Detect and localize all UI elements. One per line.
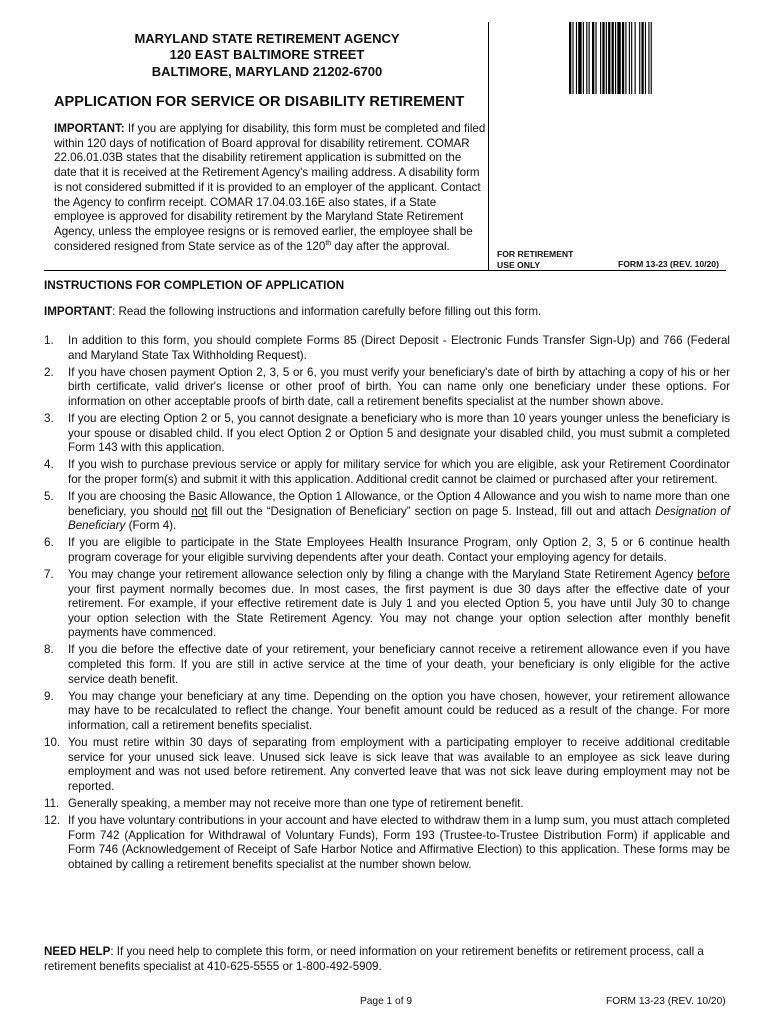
agency-street: 120 EAST BALTIMORE STREET: [169, 47, 365, 63]
item-text-b: fill out the “Designation of Beneficiary” section on page 5. Instead, fill out and attach: [207, 504, 656, 518]
instructions-heading: INSTRUCTIONS FOR COMPLETION OF APPLICATION: [44, 278, 345, 292]
item-number: 10.: [44, 735, 61, 749]
item-text-underlined: not: [191, 504, 208, 518]
item-number: 8.: [44, 643, 54, 657]
instructions-list: [44, 334, 730, 875]
instruction-item-8: [44, 643, 730, 687]
need-help-note: [44, 945, 730, 974]
disability-important-notice: [54, 122, 486, 254]
item-text: You must retire within 30 days of separating from employment with a participating employer to receive additional creditable service for your unused sick leave. Unused sick leave is sick leave that was available to an employee as sick leave during employment and was not used before retirement. Any converted leave that was not sick leave during employment may not be reported.: [68, 735, 730, 793]
important-superscript: th: [325, 239, 332, 247]
instruction-item-7: [44, 568, 730, 641]
header-divider-horizontal: [44, 270, 726, 271]
item-number: 6.: [44, 536, 54, 550]
item-text: You may change your beneficiary at any time. Depending on the option you have chosen, however, your retirement allowance may have to be recalculated to reflect the change. Your benefit amount could be reduced as a result of the change. For more information, call a retirement benefits specialist.: [68, 689, 730, 732]
item-text: Generally speaking, a member may not receive more than one type of retirement benefit.: [68, 796, 524, 810]
important-text: If you are applying for disability, this form must be completed and filed within 120 days of notification of Board approval for disability retirement. COMAR 22.06.01.03B states that the disability retirement application is submitted on the date that it is received at the Retirement Agency's mailing address. A disability form is not considered submitted if it is provided to an employer of the applicant. Contact the Agency to confirm receipt. COMAR 17.04.03.16E also states, if a State employee is approved for disability retirement by the Maryland State Retirement Agency, unless the employee resigns or is removed earlier, the employee shall be considered resigned from State service as of the 120: [54, 122, 486, 253]
item-text: If you are eligible to participate in the State Employees Health Insurance Program, only Option 2, 3, 5 or 6 continue health program coverage for your eligible surviving dependents after your death. Contact your employing agency for details.: [68, 536, 730, 564]
instruction-item-1: [44, 334, 730, 363]
instructions-important-note: [44, 305, 730, 320]
important-tail: day after the approval.: [331, 239, 450, 253]
item-text-underlined: before: [697, 567, 730, 581]
agency-name: MARYLAND STATE RETIREMENT AGENCY: [134, 31, 400, 46]
instruction-item-11: [44, 797, 730, 812]
form-number-header: FORM 13-23 (REV. 10/20): [618, 259, 719, 269]
item-number: 11.: [44, 796, 60, 810]
item-text: If you have chosen payment Option 2, 3, 5 or 6, you must verify your beneficiary's date of birth by attaching a copy of his or her birth certificate, valid driver's license or other proof of birth. You can name only one beneficiary under these options. For information on other acceptable proofs of birth date, call a retirement benefits specialist at the number shown above.: [68, 365, 730, 408]
office-use-label: [497, 249, 573, 270]
barcode-image: [568, 22, 692, 94]
item-text-a: If you are choosing the Basic Allowance, the Option 1 Allowance, or the Option 4 Allowance and you wish to name more than one beneficiary, you should: [68, 489, 730, 518]
need-help-label: NEED HELP: [44, 945, 111, 958]
agency-city: BALTIMORE, MARYLAND 21202-6700: [151, 63, 383, 79]
item-text: In addition to this form, you should complete Forms 85 (Direct Deposit - Electronic Funds Transfer Sign-Up) and 766 (Federal and Maryland State Tax Withholding Request).: [68, 334, 730, 362]
item-text: If you are electing Option 2 or 5, you cannot designate a beneficiary who is more than 10 years younger unless the beneficiary is your spouse or disabled child. If you elect Option 2 or Option 5 and designate your disabled child, you must submit a completed Form 143 with this application.: [68, 411, 730, 455]
item-text-italic: Designation of Beneficiary: [68, 504, 730, 533]
item-number: 2.: [44, 365, 54, 379]
agency-address-block: [44, 31, 490, 80]
need-help-text: : If you need help to complete this form, or need information on your retirement benefits or retirement process, call a retirement benefits specialist at 410-625-5555 or 1-800-492-5909.: [44, 945, 704, 973]
item-text: If you die before the effective date of your retirement, your beneficiary cannot receive a retirement allowance even if you have completed this form. If you are still in active service at the time of your death, your beneficiary is only eligible for the active service death benefit.: [68, 643, 730, 686]
item-text-c: (Form 4).: [125, 519, 177, 533]
page-number: Page 1 of 9: [359, 996, 413, 1007]
important-label: IMPORTANT:: [54, 122, 125, 135]
instructions-important-text: : Read the following instructions and information carefully before filling out this form.: [112, 305, 542, 318]
item-text: If you wish to purchase previous service or apply for military service for which you are eligible, ask your Retirement Coordinator for the proper form(s) and submit it with this application. Additional credit cannot be claimed or purchased after your retirement.: [68, 458, 730, 486]
item-text-a: You may change your retirement allowance selection only by filing a change with the Maryland State Retirement Agency: [68, 567, 698, 581]
item-number: 9.: [44, 689, 54, 703]
office-use-line2: USE ONLY: [497, 259, 541, 270]
office-use-line1: FOR RETIREMENT: [497, 249, 574, 259]
instruction-item-12: [44, 814, 730, 872]
instruction-item-4: [44, 458, 730, 487]
instruction-item-10: [44, 736, 730, 794]
form-title: APPLICATION FOR SERVICE OR DISABILITY RETIREMENT: [54, 94, 465, 110]
instruction-item-6: [44, 536, 730, 565]
instructions-important-label: IMPORTANT: [44, 305, 113, 318]
item-text: If you have voluntary contributions in your account and have elected to withdraw them in a lump sum, you must attach completed Form 742 (Application for Withdrawal of Voluntary Funds), Form 193 (Trustee-to-Trustee Distribution Form) if applicable and Form 746 (Acknowledgement of Receipt of Safe Harbor Notice and Affirmative Election) to this application. These forms may be obtained by calling a retirement benefits specialist at the number shown below.: [68, 813, 730, 871]
item-number: 4.: [44, 458, 54, 472]
item-number: 5.: [44, 489, 54, 503]
item-number: 7.: [44, 567, 54, 581]
item-number: 3.: [44, 411, 54, 425]
instruction-item-5: [44, 490, 730, 534]
instruction-item-9: [44, 690, 730, 734]
item-text-b: your first payment normally becomes due. In most cases, the first payment is due 30 days after the effective date of your retirement. For example, if your effective retirement date is July 1 and you elected Option 5, you have until July 30 to change your option selection with the State Retirement Agency. You may not change your option selection after monthly benefit payments have commenced.: [68, 582, 730, 640]
form-number-footer: FORM 13-23 (REV. 10/20): [606, 996, 726, 1007]
instruction-item-2: [44, 366, 730, 410]
item-number: 12.: [44, 813, 61, 827]
item-number: 1.: [44, 334, 54, 347]
instruction-item-3: [44, 412, 730, 456]
